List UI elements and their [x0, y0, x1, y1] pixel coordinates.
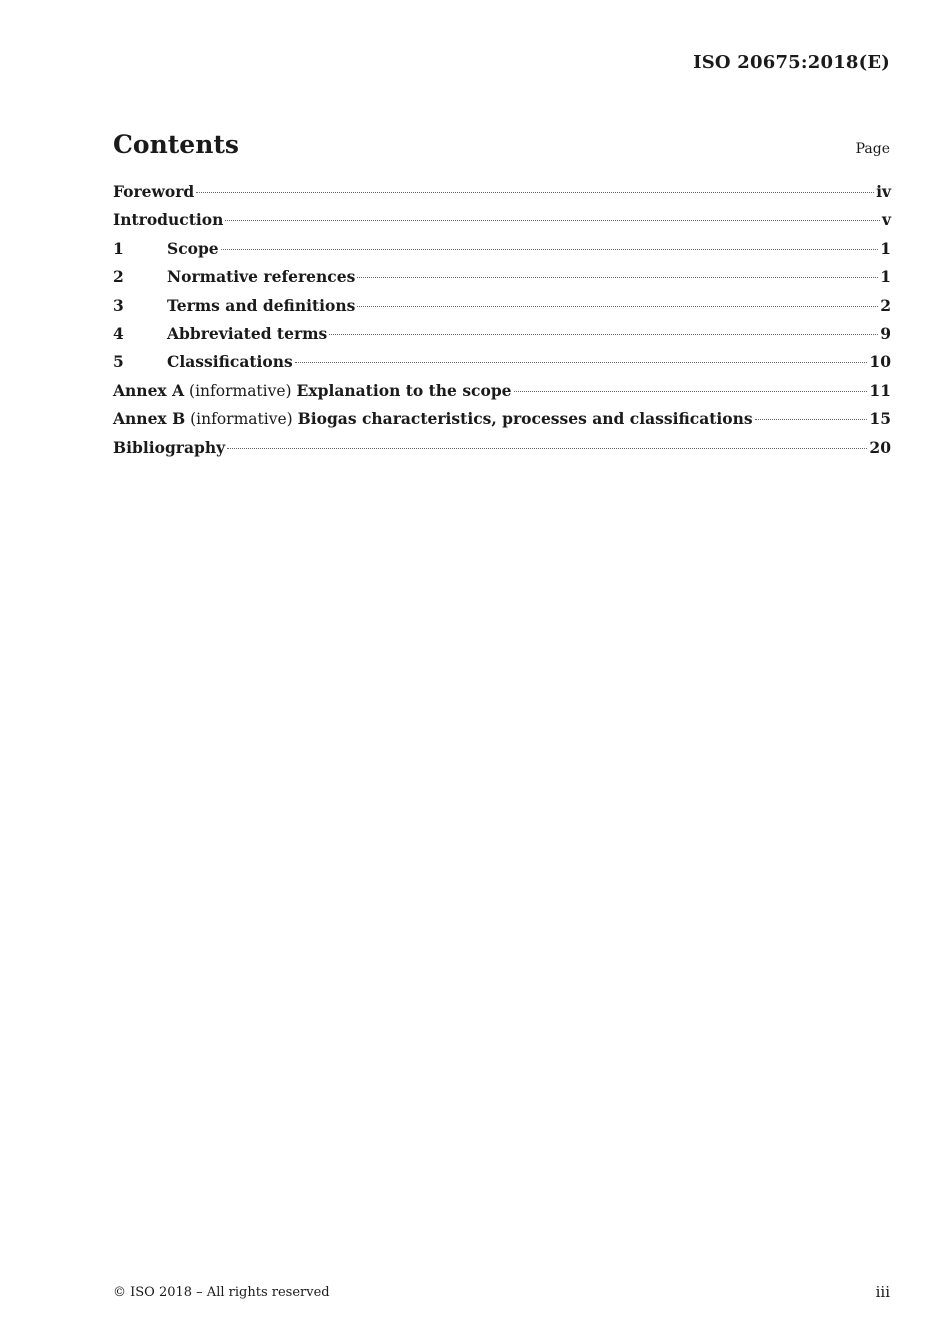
dot-leader — [357, 306, 878, 307]
toc-entry-foreword[interactable] — [113, 182, 891, 210]
dot-leader — [227, 448, 867, 449]
dot-leader — [329, 334, 878, 335]
annex-label: Annex B — [113, 409, 186, 429]
toc-entry-page: 20 — [869, 437, 891, 457]
toc-entry-page: 10 — [869, 352, 891, 372]
toc-entry-introduction[interactable] — [113, 210, 891, 238]
toc-entry-title: Bibliography — [113, 437, 226, 457]
toc-entry-title: Foreword — [113, 182, 195, 201]
toc-entry-title: Scope — [167, 238, 219, 258]
toc-entry-number: 5 — [113, 352, 124, 372]
toc-entry-title — [113, 409, 753, 428]
toc-entry-annex-a[interactable] — [113, 381, 891, 409]
toc-entry-title: Classifications — [167, 352, 293, 372]
toc-entry-annex-b[interactable] — [113, 409, 891, 437]
toc-entry-page: 9 — [880, 323, 891, 343]
page-column-label: Page — [855, 141, 890, 157]
dot-leader — [755, 419, 868, 420]
toc-entry-terms-and-definitions[interactable] — [113, 296, 891, 324]
annex-title: Biogas characteristics, processes and classifications — [297, 409, 753, 429]
toc-entry-page: 15 — [869, 409, 891, 429]
annex-title: Explanation to the scope — [296, 380, 512, 400]
toc-entry-number: 3 — [113, 295, 124, 315]
page-number: iii — [875, 1283, 890, 1301]
table-of-contents — [113, 182, 891, 466]
toc-entry-normative-references[interactable] — [113, 267, 891, 295]
dot-leader — [295, 362, 868, 363]
toc-entry-bibliography[interactable] — [113, 438, 891, 466]
dot-leader — [225, 220, 880, 221]
toc-entry-title: Introduction — [113, 210, 224, 230]
dot-leader — [357, 277, 878, 278]
toc-entry-title: Normative references — [167, 267, 356, 287]
toc-entry-scope[interactable] — [113, 239, 891, 267]
dot-leader — [514, 391, 868, 392]
toc-entry-title: Abbreviated terms — [167, 323, 328, 343]
toc-entry-abbreviated-terms[interactable] — [113, 324, 891, 352]
dot-leader — [221, 249, 879, 250]
toc-entry-title: Terms and definitions — [167, 295, 356, 315]
dot-leader — [196, 192, 874, 193]
toc-entry-page: 2 — [880, 295, 891, 315]
toc-entry-number: 1 — [113, 238, 124, 258]
annex-label: Annex A — [113, 380, 185, 400]
document-identifier: ISO 20675:2018(E) — [693, 52, 890, 73]
toc-entry-page: 1 — [880, 238, 891, 258]
toc-entry-page: iv — [876, 182, 891, 201]
annex-type: (informative) — [190, 410, 293, 429]
toc-entry-page: 11 — [869, 380, 891, 400]
copyright-notice: © ISO 2018 – All rights reserved — [113, 1285, 330, 1300]
annex-type: (informative) — [189, 381, 292, 400]
toc-entry-classifications[interactable] — [113, 352, 891, 380]
toc-entry-number: 2 — [113, 267, 124, 287]
toc-entry-page: 1 — [880, 267, 891, 287]
contents-heading: Contents — [113, 130, 240, 159]
toc-entry-page: v — [881, 210, 891, 230]
toc-entry-number: 4 — [113, 323, 124, 343]
toc-entry-title — [113, 381, 512, 400]
